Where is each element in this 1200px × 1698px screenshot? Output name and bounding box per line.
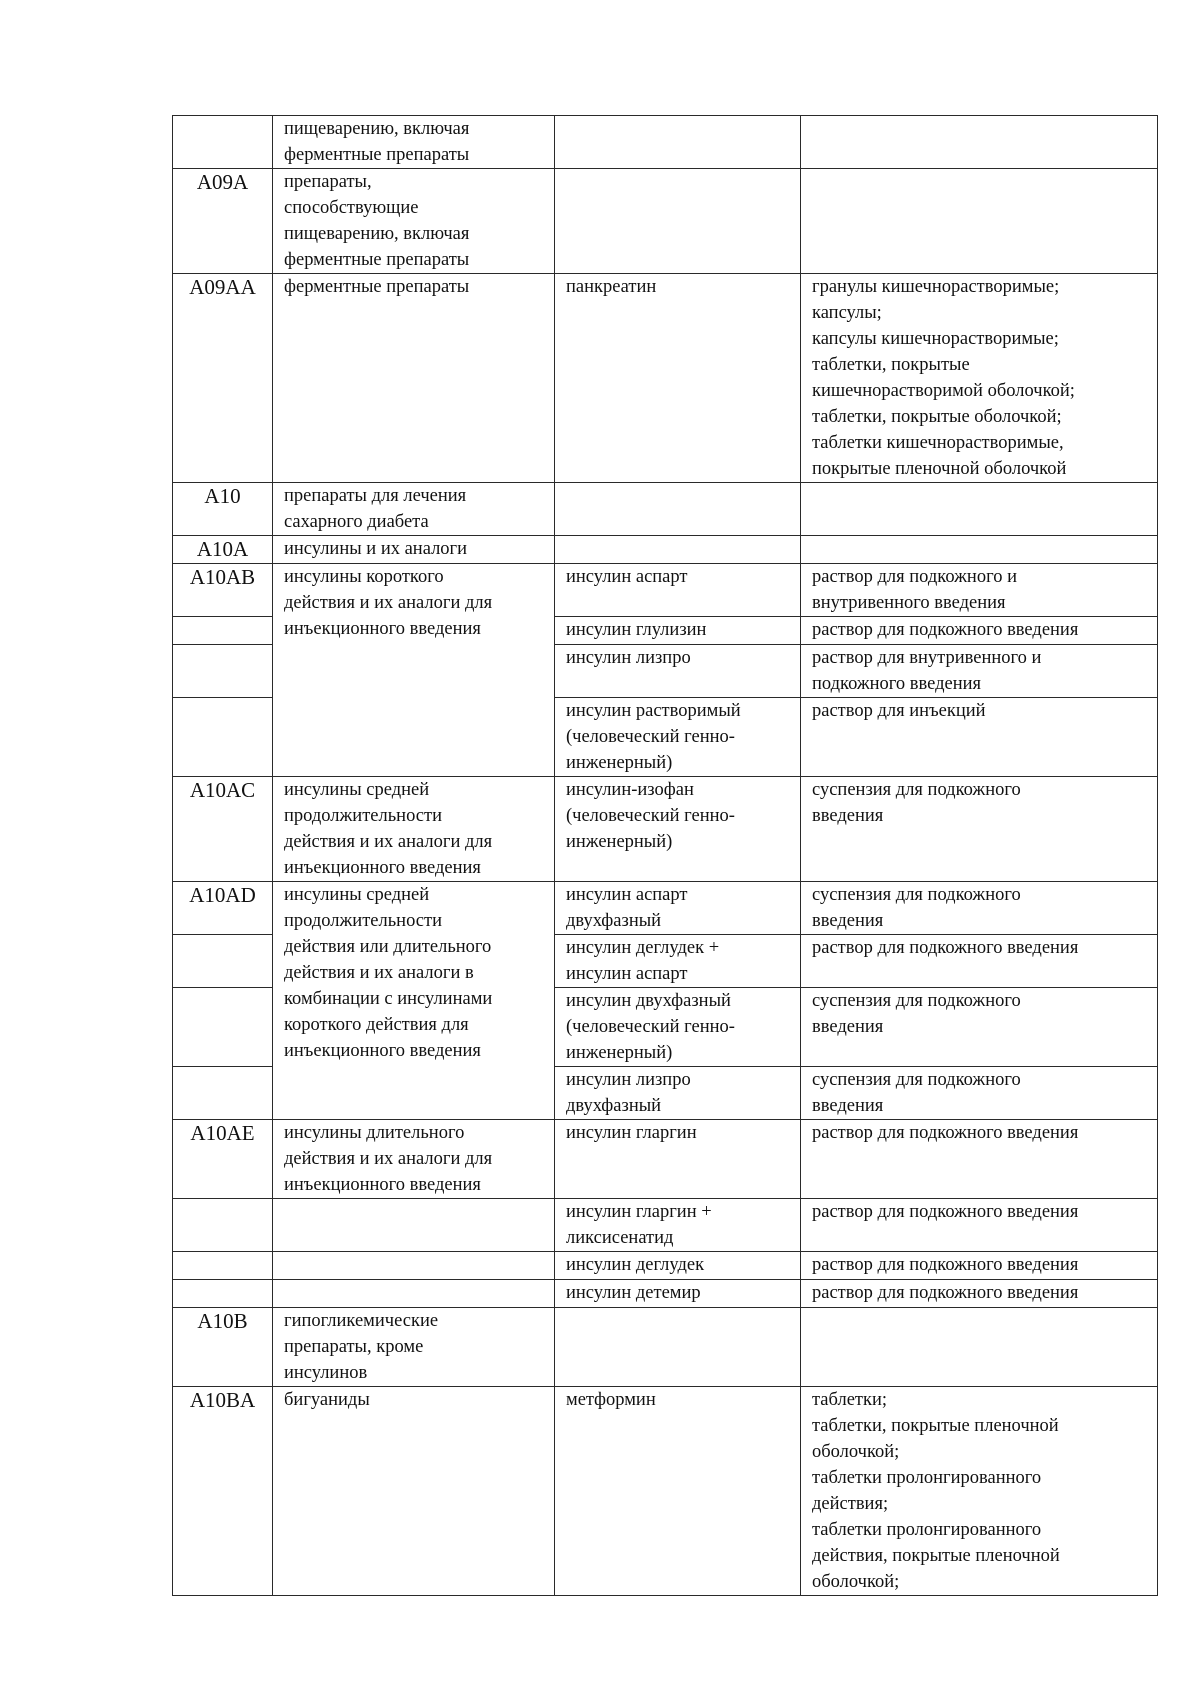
dosage-form-cell [801, 483, 1158, 536]
group-cell: инсулины короткого действия и их аналоги для инъекционного введения [273, 564, 555, 777]
group-cell: препараты для лечения сахарного диабета [273, 483, 555, 536]
dosage-form-cell: раствор для внутривенного и подкожного введения [801, 645, 1158, 698]
drug-cell: инсулин детемир [555, 1280, 801, 1308]
drug-cell: инсулин глулизин [555, 617, 801, 645]
atc-code-cell: A09AA [173, 274, 273, 483]
dosage-form-cell: раствор для подкожного введения [801, 1280, 1158, 1308]
dosage-form-cell [801, 536, 1158, 564]
dosage-form-cell: раствор для подкожного введения [801, 935, 1158, 988]
atc-code-cell [173, 116, 273, 169]
atc-code-cell [173, 1067, 273, 1120]
atc-code-cell [173, 698, 273, 777]
drug-cell: метформин [555, 1387, 801, 1596]
table-row [173, 882, 1158, 935]
group-cell: бигуаниды [273, 1387, 555, 1596]
dosage-form-cell: раствор для подкожного введения [801, 1252, 1158, 1280]
drug-cell: инсулин двухфазный (человеческий генно- инженерный) [555, 988, 801, 1067]
dosage-form-cell: раствор для подкожного и внутривенного введения [801, 564, 1158, 617]
drug-cell: инсулин гларгин [555, 1120, 801, 1199]
dosage-form-cell: раствор для подкожного введения [801, 1120, 1158, 1199]
atc-code-cell: A10 [173, 483, 273, 536]
table-row [173, 483, 1158, 536]
drug-cell [555, 116, 801, 169]
group-cell [273, 1280, 555, 1308]
dosage-form-cell: суспензия для подкожного введения [801, 988, 1158, 1067]
table-row [173, 274, 1158, 483]
group-cell: инсулины и их аналоги [273, 536, 555, 564]
table-row [173, 169, 1158, 274]
drug-cell [555, 483, 801, 536]
table-row [173, 1280, 1158, 1308]
table-row [173, 777, 1158, 882]
group-cell: гипогликемические препараты, кроме инсулинов [273, 1308, 555, 1387]
group-cell: инсулины средней продолжительности действия или длительного действия и их аналоги в комбинации с инсулинами короткого действия для инъекционного введения [273, 882, 555, 1120]
group-cell: препараты, способствующие пищеварению, включая ферментные препараты [273, 169, 555, 274]
atc-code-cell [173, 935, 273, 988]
dosage-form-cell: раствор для подкожного введения [801, 617, 1158, 645]
drug-cell: инсулин-изофан (человеческий генно- инженерный) [555, 777, 801, 882]
dosage-form-cell [801, 1308, 1158, 1387]
table-row [173, 564, 1158, 617]
atc-code-cell: A10AD [173, 882, 273, 935]
table-row [173, 116, 1158, 169]
table-row [173, 1199, 1158, 1252]
group-cell: инсулины средней продолжительности действия и их аналоги для инъекционного введения [273, 777, 555, 882]
drug-cell: панкреатин [555, 274, 801, 483]
dosage-form-cell: раствор для подкожного введения [801, 1199, 1158, 1252]
drug-cell: инсулин деглудек [555, 1252, 801, 1280]
dosage-form-cell: раствор для инъекций [801, 698, 1158, 777]
dosage-form-cell: гранулы кишечнорастворимые; капсулы; капсулы кишечнорастворимые; таблетки, покрытые кишечнорастворимой оболочкой; таблетки, покрытые оболочкой; таблетки кишечнорастворимые, покрытые пленочной оболочкой [801, 274, 1158, 483]
drug-cell: инсулин деглудек + инсулин аспарт [555, 935, 801, 988]
drug-cell: инсулин лизпро [555, 645, 801, 698]
atc-code-cell: A10BA [173, 1387, 273, 1596]
drug-cell: инсулин гларгин + ликсисенатид [555, 1199, 801, 1252]
table-row [173, 1120, 1158, 1199]
group-cell [273, 1199, 555, 1252]
drug-classification-table [172, 115, 1158, 1596]
atc-code-cell [173, 1199, 273, 1252]
dosage-form-cell: суспензия для подкожного введения [801, 1067, 1158, 1120]
table-row [173, 1308, 1158, 1387]
drug-cell [555, 1308, 801, 1387]
group-cell: пищеварению, включая ферментные препараты [273, 116, 555, 169]
atc-code-cell [173, 1280, 273, 1308]
table-row [173, 536, 1158, 564]
drug-cell: инсулин лизпро двухфазный [555, 1067, 801, 1120]
table-row [173, 1387, 1158, 1596]
drug-cell [555, 536, 801, 564]
group-cell [273, 1252, 555, 1280]
group-cell: ферментные препараты [273, 274, 555, 483]
atc-code-cell: A10A [173, 536, 273, 564]
drug-cell: инсулин аспарт двухфазный [555, 882, 801, 935]
drug-cell [555, 169, 801, 274]
atc-code-cell [173, 617, 273, 645]
table-row [173, 1252, 1158, 1280]
atc-code-cell: A09A [173, 169, 273, 274]
dosage-form-cell: суспензия для подкожного введения [801, 882, 1158, 935]
atc-code-cell: A10AE [173, 1120, 273, 1199]
atc-code-cell [173, 988, 273, 1067]
drug-cell: инсулин растворимый (человеческий генно- инженерный) [555, 698, 801, 777]
atc-code-cell: A10AC [173, 777, 273, 882]
atc-code-cell: A10B [173, 1308, 273, 1387]
dosage-form-cell: суспензия для подкожного введения [801, 777, 1158, 882]
atc-code-cell [173, 645, 273, 698]
atc-code-cell [173, 1252, 273, 1280]
dosage-form-cell [801, 116, 1158, 169]
group-cell: инсулины длительного действия и их аналоги для инъекционного введения [273, 1120, 555, 1199]
dosage-form-cell [801, 169, 1158, 274]
atc-code-cell: A10AB [173, 564, 273, 617]
dosage-form-cell: таблетки; таблетки, покрытые пленочной оболочкой; таблетки пролонгированного действия; таблетки пролонгированного действия, покрытые пленочной оболочкой; [801, 1387, 1158, 1596]
drug-cell: инсулин аспарт [555, 564, 801, 617]
